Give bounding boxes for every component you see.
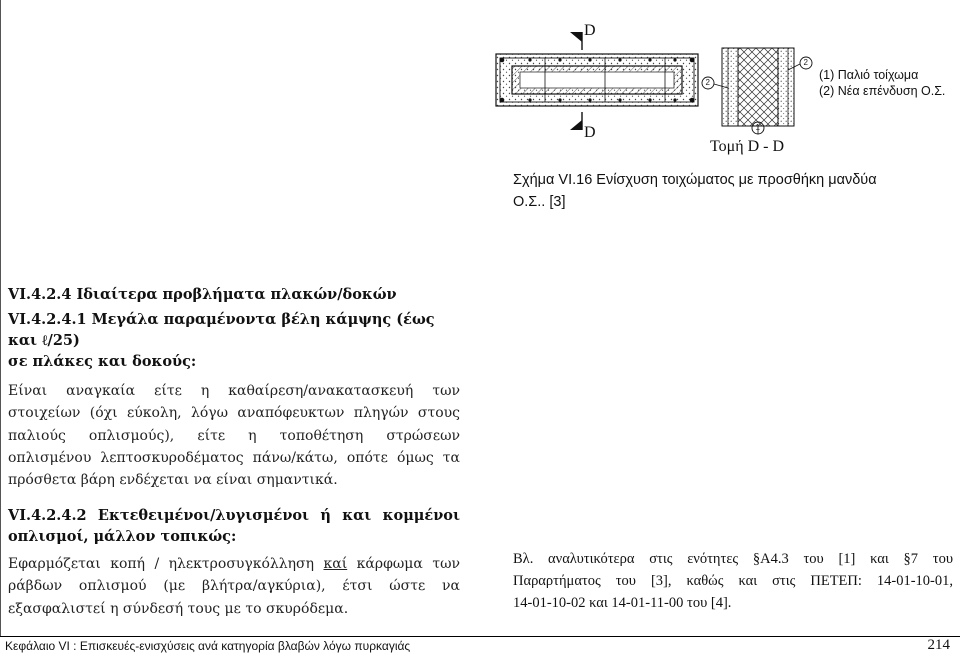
section-dd-drawing — [700, 40, 820, 140]
heading-line-2: οπλισμοί, μάλλον τοπικώς: — [8, 528, 237, 545]
section-paragraph — [8, 380, 460, 491]
section-marker-bottom: D — [584, 124, 596, 141]
figure-legend — [819, 67, 945, 99]
figure-caption-line-2: Ο.Σ.. [3] — [513, 194, 566, 210]
note-line: 14-01-10-02 και 14-01-11-00 του [4]. — [513, 595, 732, 611]
heading-word: Εκτεθειμένοι/λυγισμένοι — [97, 507, 310, 524]
paragraph-line: στοιχείων (όχι εύκολη, λόγω αναπόφευκτων πληγών στους — [8, 405, 460, 422]
page-number: 214 — [927, 637, 950, 653]
wall-plan-drawing — [490, 20, 720, 145]
footer-rule — [0, 636, 960, 637]
text-run: Εφαρμόζεται κοπή / ηλεκτροσυγκόλληση — [8, 556, 324, 572]
note-line: Βλ. αναλυτικότερα στις ενότητες §Α4.3 του [1] και §7 του — [513, 551, 953, 567]
section-heading-vi-4-2-4: VI.4.2.4 Ιδιαίτερα προβλήματα πλακών/δοκών — [8, 286, 397, 303]
paragraph-line-last: εξασφαλιστεί η σύνδεσή τους με το σκυρόδεμα. — [8, 600, 349, 617]
heading-line-1: VI.4.2.4.1 Μεγάλα παραμένοντα βέλη κάμψης (έως και ℓ/25) — [8, 311, 435, 349]
cross-reference-note — [513, 548, 953, 614]
note-line: Παραρτήματος του [3], καθώς και στις ΠΕΤΕΠ: 14-01-10-01, — [513, 573, 953, 589]
left-margin-rule — [0, 0, 1, 636]
paragraph-line: παλιούς οπλισμούς), είτε η τοποθέτηση στρώσεων — [8, 427, 460, 444]
heading-line-2: σε πλάκες και δοκούς: — [8, 353, 197, 370]
heading-word: ή — [320, 507, 331, 524]
section-dd-caption: Τομή D - D — [710, 138, 785, 155]
heading-word: και — [342, 507, 372, 524]
figure-caption-line-1: Σχήμα VI.16 Ενίσχυση τοιχώματος με προσθήκη μανδύα — [513, 172, 877, 188]
section-marker-top: D — [584, 22, 596, 39]
paragraph-line-last: πρόσθετα βάρη ενδέχεται να είναι σημαντικά. — [8, 472, 338, 489]
underlined-word: καί — [323, 556, 348, 572]
figure-caption — [513, 169, 953, 213]
footer-chapter: Κεφάλαιο VI : Επισκευές-ενισχύσεις ανά κατηγορία βλαβών λόγω πυρκαγιάς — [5, 639, 411, 653]
section-vi-4-2-4-2 — [8, 505, 460, 620]
callout-2-left: 2 — [705, 78, 710, 87]
section-heading-vi-4-2-4-1 — [8, 309, 460, 372]
paragraph-line: Είναι αναγκαία είτε η καθαίρεση/ανακατασκευή των — [8, 383, 460, 399]
heading-line-1 — [8, 505, 460, 526]
paragraph-line: οπλισμένου λεπτοσκυροδέματος πάνω/κάτω, οπότε όμως τα — [8, 449, 460, 466]
paragraph-line — [8, 553, 460, 575]
heading-word: κομμένοι — [382, 507, 460, 524]
section-paragraph — [8, 553, 460, 620]
paragraph-line: ράβδων οπλισμού (με βλήτρα/αγκύρια), έτσι ώστε να — [8, 578, 460, 595]
callout-2-right: 2 — [803, 58, 808, 67]
heading-word: VI.4.2.4.2 — [8, 507, 87, 524]
callout-1: 1 — [755, 123, 760, 132]
section-vi-4-2-4-1 — [8, 309, 460, 491]
legend-item-old-wall: (1) Παλιό τοίχωμα — [819, 68, 919, 82]
text-run: κάρφωμα των — [347, 556, 460, 572]
section-heading-vi-4-2-4-2 — [8, 505, 460, 547]
legend-item-new-jacket: (2) Νέα επένδυση Ο.Σ. — [819, 84, 946, 98]
